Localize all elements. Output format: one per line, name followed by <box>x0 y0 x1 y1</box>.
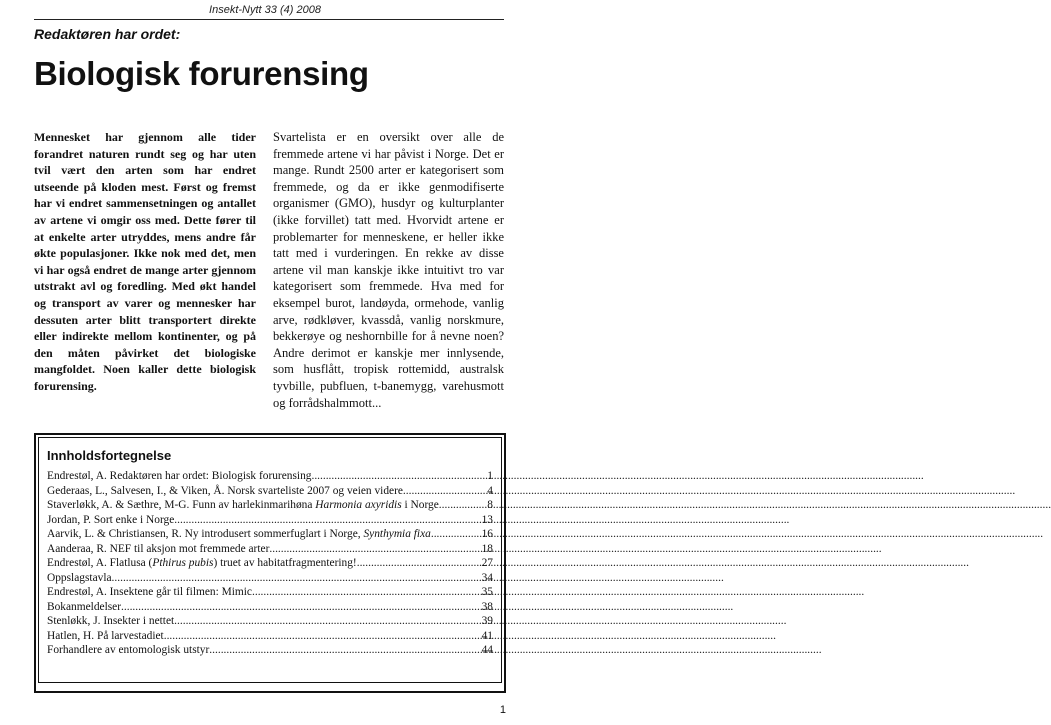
toc-page-number: 35 <box>481 586 493 598</box>
toc-entry-title <box>47 571 112 586</box>
toc-entry-text: Forhandlere av entomologisk utstyr <box>47 644 210 656</box>
toc-entry-species-name: Synthymia fixa <box>363 528 431 540</box>
toc-entry-text-suffix: i Norge <box>401 499 439 511</box>
toc-entry-text-suffix: ) truet av habitatfragmentering! <box>213 557 357 569</box>
toc-entry-title <box>47 542 269 557</box>
toc-leader-dots <box>177 513 479 528</box>
toc-entry-title <box>47 585 252 600</box>
header-rule <box>34 19 504 20</box>
toc-entry-title <box>47 556 357 571</box>
page-title: Biologisk forurensing <box>34 55 369 92</box>
toc-entry-text: Endrestøl, A. Flatlusa ( <box>47 557 153 569</box>
toc-entry[interactable] <box>47 600 493 615</box>
toc-entry-text: Oppslagstavla <box>47 571 112 584</box>
toc-heading: Innholdsfortegnelse <box>47 448 172 463</box>
toc-entry-species-name: Harmonia axyridis <box>315 499 402 511</box>
toc-page-number: 34 <box>481 571 493 584</box>
toc-page-number: 16 <box>481 528 493 540</box>
toc-leader-dots <box>403 484 485 499</box>
toc-page-number: 27 <box>481 557 493 569</box>
section-kicker: Redaktøren har ordet: <box>34 26 181 42</box>
toc-entry-text: Endrestøl, A. Insektene går til filmen: Mimic <box>47 586 252 598</box>
toc-entry-title <box>47 600 121 615</box>
toc-leader-dots <box>112 571 480 586</box>
toc-leader-dots <box>252 585 480 600</box>
toc-leader-dots <box>357 556 480 571</box>
toc-entry-title <box>47 643 209 658</box>
toc-entry-title <box>47 629 164 644</box>
toc-leader-dots <box>269 542 479 557</box>
toc-entry-text: Aanderaa, R. NEF til aksjon mot fremmede arter <box>47 542 270 555</box>
toc-entry[interactable] <box>47 571 493 586</box>
toc-entry[interactable] <box>47 498 493 513</box>
toc-leader-dots <box>209 643 479 658</box>
article-lead: Mennesket har gjennom alle tider forandret naturen rundt seg og har uten tvil vært den arten som har endret utseende på kloden mest. Først og fremst har vi endret sammensetningen og antallet av artene vi omgir oss med. Dette fører til at enkelte arter utryddes, mens andre får økte populasjoner. Ikke nok med det, men vi har også endret de mange arter gjennom utstrakt avl og foredling. Med økt handel og transport av varer og mennesker har dessuten arter blitt transportert direkte eller indirekte mellom kontinenter, og på den måten påvirket det biologiske mangfoldet. Noen kaller dette biologisk forurensing. <box>34 130 256 393</box>
toc-page-number: 13 <box>481 513 493 526</box>
toc-leader-dots <box>431 527 480 542</box>
toc-entry[interactable] <box>47 614 493 629</box>
toc-page-number: 8 <box>487 499 493 511</box>
toc-entry[interactable] <box>47 585 493 600</box>
toc-entry-title <box>47 469 311 484</box>
toc-leader-dots <box>311 469 485 484</box>
toc-entry-text: Aarvik, L. & Christiansen, R. Ny introdusert sommerfuglart i Norge, <box>47 528 364 540</box>
toc-entry-text: Stenløkk, J. Insekter i nettet <box>47 615 175 627</box>
toc-entry-title <box>47 498 439 513</box>
toc-entry[interactable] <box>47 469 493 484</box>
toc-entry-text: Jordan, P. Sort enke i Norge. <box>47 513 178 526</box>
toc-page-number: 4 <box>487 484 493 497</box>
toc-entry-title <box>47 513 177 528</box>
toc-leader-dots <box>174 614 479 629</box>
toc-entry-text: Gederaas, L., Salvesen, I., & Viken, Å. Norsk svarteliste 2007 og veien videre <box>47 484 403 497</box>
toc-entry-text: Staverløkk, A. & Sæthre, M-G. Funn av harlekinmarihøna <box>47 499 316 511</box>
running-head: Insekt-Nytt 33 (4) 2008 <box>209 4 321 16</box>
table-of-contents-inner <box>38 437 502 683</box>
page-number: 1 <box>499 704 506 716</box>
toc-page-number: 41 <box>481 629 493 642</box>
toc-list <box>47 469 493 658</box>
toc-page-number: 1 <box>487 470 493 482</box>
toc-entry[interactable] <box>47 527 493 542</box>
toc-entry-text: Hatlen, H. På larvestadiet <box>47 629 164 642</box>
toc-entry[interactable] <box>47 542 493 557</box>
toc-entry[interactable] <box>47 484 493 499</box>
toc-leader-dots <box>439 498 486 513</box>
toc-entry-title <box>47 527 431 542</box>
toc-entry-text: Endrestøl, A. Redaktøren har ordet: Biologisk forurensing <box>47 470 312 482</box>
toc-entry-species-name: Pthirus pubis <box>152 557 214 569</box>
toc-page-number: 18 <box>481 542 493 555</box>
toc-leader-dots <box>121 600 480 615</box>
toc-entry[interactable] <box>47 513 493 528</box>
toc-entry[interactable] <box>47 643 493 658</box>
toc-entry-title <box>47 614 174 629</box>
article-body: Svartelista er en oversikt over alle de fremmede artene vi har påvist i Norge. Det er mange. Rundt 2500 arter er kategorisert som fremmede, og da er ikke genmodifiserte organismer (GMO), husdyr og kulturplanter (ikke forvillet) tatt med. Hvorvidt artene er problemarter for menneskene, er heller ikke tatt med i vurderingen. En rekke av disse artene vil man kanskje ikke intuitivt tro var kategorisert som fremmede. Hva med for eksempel burot, landøyda, ormehode, vanlig arve, rødkløver, kvassdå, vanlig norskmure, bekkerøye og neshornbille for å nevne noen? Andre derimot er kanskje mer innlysende, som husflått, tropisk rottemidd, australsk tyvbille, pubfluen, t-banemygg, varehusmott og forrådshalmmott... <box>273 130 504 410</box>
toc-entry-text: Bokanmeldelser <box>47 600 122 613</box>
toc-entry[interactable] <box>47 556 493 571</box>
table-of-contents <box>34 433 506 693</box>
toc-entry[interactable] <box>47 629 493 644</box>
toc-leader-dots <box>164 629 480 644</box>
toc-page-number: 39 <box>481 615 493 627</box>
toc-entry-title <box>47 484 403 499</box>
toc-page-number: 44 <box>481 644 493 656</box>
toc-page-number: 38 <box>481 600 493 613</box>
